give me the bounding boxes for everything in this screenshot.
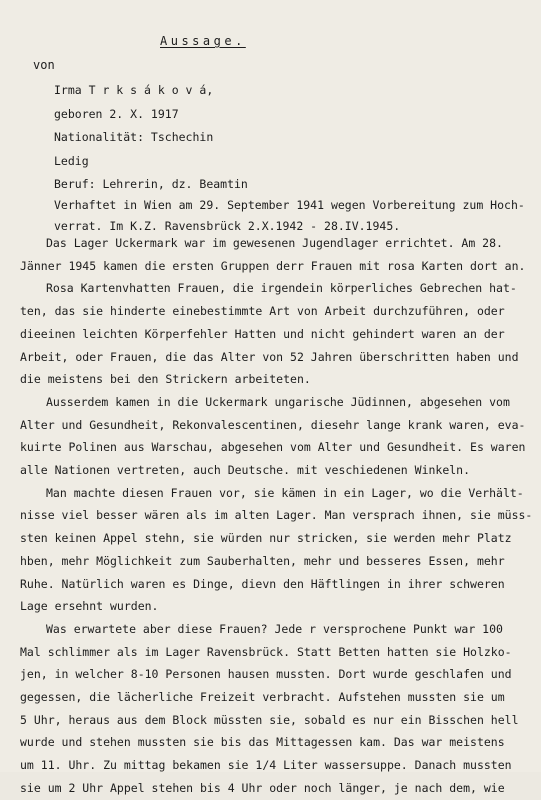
occupation-line: Beruf: Lehrerin, dz. Beamtin	[54, 177, 248, 191]
text-line: 5 Uhr, heraus aus dem Block müssten sie, sobald es nur ein Bisschen hell	[20, 712, 519, 727]
personal-details	[54, 81, 525, 241]
text-line: Jänner 1945 kamen die ersten Gruppen derr Frauen mit rosa Karten dort an.	[20, 258, 526, 273]
status-line: Ledig	[54, 153, 89, 168]
paragraph-5	[20, 618, 519, 800]
text-line: hben, mehr Möglichkeit zum Sauberhalten, mehr und besseres Essen, mehr	[20, 553, 505, 568]
arrest-line-2: verrat. Im K.Z. Ravensbrück 2.X.1942 - 28.IV.1945.	[54, 219, 401, 233]
text-line: Alter und Gesundheit, Rekonvalescentinen, diesehr lange krank waren, eva-	[20, 417, 526, 432]
text-line: dieeinen leichten Körperfehler Hatten und nicht gehindert waren an der	[20, 326, 505, 341]
name-line: Irma T r k s á k o v á,	[54, 83, 214, 97]
paragraph-3	[20, 391, 526, 482]
text-line: kuirte Polinen aus Warschau, abgesehen vom Alter und Gesundheit. Es waren	[20, 440, 526, 455]
von-label: von	[33, 58, 55, 72]
text-line: jen, in welcher 8-10 Personen hausen mussten. Dort wurde geschlafen und	[20, 667, 512, 682]
text-line: gegessen, die lächerliche Freizeit verbracht. Aufstehen mussten sie um	[20, 690, 505, 705]
text-line: um 11. Uhr. Zu mittag bekamen sie 1/4 Liter wassersuppe. Danach mussten	[20, 758, 512, 773]
text-line: die meistens bei den Strickern arbeiteten.	[20, 372, 311, 387]
paragraph-1	[20, 232, 526, 277]
text-line: Was erwartete aber diese Frauen? Jede r versprochene Punkt war 100	[46, 621, 503, 636]
paragraph-2	[20, 277, 519, 391]
text-line: Lage ersehnt wurden.	[20, 599, 159, 614]
text-line: alle Nationen vertreten, auch Deutsche. mit veschiedenen Winkeln.	[20, 463, 471, 478]
text-line: sie um 2 Uhr Appel stehen bis 4 Uhr oder noch länger, je nach dem, wie	[20, 780, 505, 795]
text-line: nisse viel besser wären als im alten Lager. Man versprach ihnen, sie müss-	[20, 508, 533, 523]
statement-body	[20, 232, 533, 800]
nationality-line: Nationalität: Tschechin	[54, 130, 214, 144]
text-line: Mal schlimmer als im Lager Ravensbrück. Statt Betten hatten sie Holzko-	[20, 644, 512, 659]
text-line: ten, das sie hinderte einebestimmte Art von Arbeit durchzuführen, oder	[20, 304, 505, 319]
document-title: Aussage.	[160, 34, 246, 48]
text-line: sten keinen Appel stehn, sie würden nur stricken, sie werden mehr Platz	[20, 531, 512, 546]
text-line: Rosa Kartenvhatten Frauen, die irgendein körperliches Gebrechen hat-	[46, 281, 517, 296]
paragraph-4	[20, 482, 533, 618]
text-line: Ruhe. Natürlich waren es Dinge, dievn den Häftlingen in ihrer schweren	[20, 576, 505, 591]
text-line: Man machte diesen Frauen vor, sie kämen in ein Lager, wo die Verhält-	[46, 485, 524, 500]
text-line: Das Lager Uckermark war im gewesenen Jugendlager errichtet. Am 28.	[46, 236, 503, 250]
text-line: Arbeit, oder Frauen, die das Alter von 52 Jahren überschritten haben und	[20, 349, 519, 364]
arrest-line-1: Verhaftet in Wien am 29. September 1941 wegen Vorbereitung zum Hoch-	[54, 198, 525, 212]
birth-line: geboren 2. X. 1917	[54, 106, 179, 121]
text-line: Ausserdem kamen in die Uckermark ungarische Jüdinnen, abgesehen vom	[46, 394, 510, 409]
text-line: wurde und stehen mussten sie bis das Mittagessen kam. Das war meistens	[20, 735, 505, 750]
